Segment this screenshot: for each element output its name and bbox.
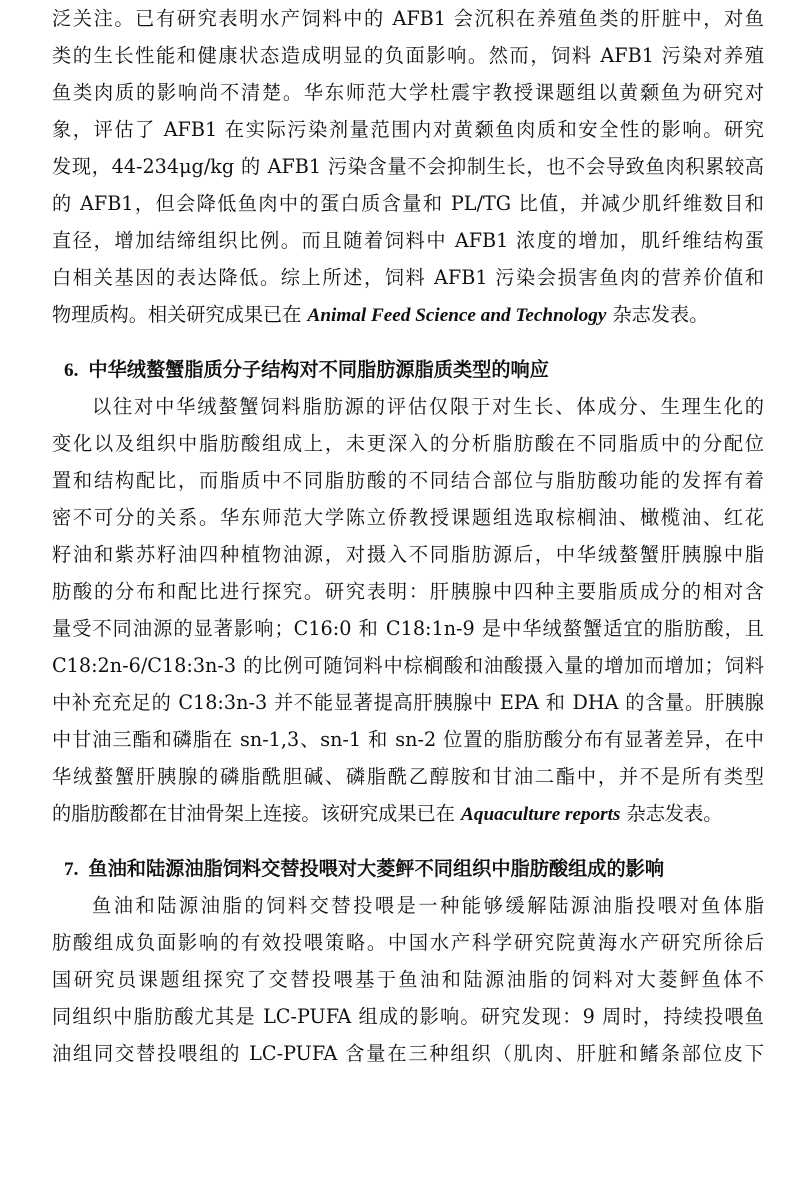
section-number: 7. xyxy=(64,859,79,880)
text-span: 物理质构。相关研究成果已在 xyxy=(52,303,308,326)
text-span: 杂志发表。 xyxy=(606,303,709,326)
paragraph-line: 中甘油三酯和磷脂在 sn-1,3、sn-1 和 sn-2 位置的脂肪酸分布有显著差异，在中 xyxy=(52,728,764,751)
section-title: 鱼油和陆源油脂饲料交替投喂对大菱鲆不同组织中脂肪酸组成的影响 xyxy=(88,857,665,880)
section-gap xyxy=(52,333,764,351)
paragraph-line: 鱼类肉质的影响尚不清楚。华东师范大学杜震宇教授课题组以黄颡鱼为研究对 xyxy=(52,81,764,104)
paragraph-line: 变化以及组织中脂肪酸组成上，未更深入的分析脂肪酸在不同脂质中的分配位 xyxy=(52,432,764,455)
paragraph-line: 的 AFB1，但会降低鱼肉中的蛋白质含量和 PL/TG 比值，并减少肌纤维数目和 xyxy=(52,192,764,215)
paragraph-line: C18:2n-6/C18:3n-3 的比例可随饲料中棕榈酸和油酸摄入量的增加而增加；饲料 xyxy=(52,654,764,677)
section-6-heading xyxy=(52,351,764,388)
paragraph-line: 国研究员课题组探究了交替投喂基于鱼油和陆源油脂的饲料对大菱鲆鱼体不 xyxy=(52,968,764,991)
paragraph-line: 鱼油和陆源油脂的饲料交替投喂是一种能够缓解陆源油脂投喂对鱼体脂 xyxy=(92,894,764,917)
journal-name: Aquaculture reports xyxy=(461,804,621,825)
paragraph-line: 华绒螯蟹肝胰腺的磷脂酰胆碱、磷脂酰乙醇胺和甘油二酯中，并不是所有类型 xyxy=(52,765,764,788)
paragraph-line xyxy=(52,296,764,333)
section-6-body xyxy=(52,388,764,832)
paragraph-line: 泛关注。已有研究表明水产饲料中的 AFB1 会沉积在养殖鱼类的肝脏中，对鱼 xyxy=(52,7,764,30)
section-7-body xyxy=(52,887,764,1072)
paragraph-line: 以往对中华绒螯蟹饲料脂肪源的评估仅限于对生长、体成分、生理生化的 xyxy=(92,395,764,418)
paragraph-line: 籽油和紫苏籽油四种植物油源，对摄入不同脂肪源后，中华绒螯蟹肝胰腺中脂 xyxy=(52,543,764,566)
paragraph-line: 肪酸的分布和配比进行探究。研究表明：肝胰腺中四种主要脂质成分的相对含 xyxy=(52,580,764,603)
paragraph-line xyxy=(52,795,764,832)
text-span: 杂志发表。 xyxy=(620,802,723,825)
section-number: 6. xyxy=(64,360,79,381)
section-title: 中华绒螯蟹脂质分子结构对不同脂肪源脂质类型的响应 xyxy=(88,358,549,381)
paragraph-line: 同组织中脂肪酸尤其是 LC-PUFA 组成的影响。研究发现：9 周时，持续投喂鱼 xyxy=(52,1005,764,1028)
paragraph-line: 类的生长性能和健康状态造成明显的负面影响。然而，饲料 AFB1 污染对养殖 xyxy=(52,44,764,67)
paragraph-line: 白相关基因的表达降低。综上所述，饲料 AFB1 污染会损害鱼肉的营养价值和 xyxy=(52,266,764,289)
journal-name: Animal Feed Science and Technology xyxy=(307,305,607,326)
section-5-body xyxy=(52,0,764,333)
paragraph-line: 肪酸组成负面影响的有效投喂策略。中国水产科学研究院黄海水产研究所徐后 xyxy=(52,931,764,954)
paragraph-line: 发现，44-234μg/kg 的 AFB1 污染含量不会抑制生长，也不会导致鱼肉积累较高 xyxy=(52,155,764,178)
paragraph-line: 量受不同油源的显著影响；C16:0 和 C18:1n-9 是中华绒螯蟹适宜的脂肪酸，且 xyxy=(52,617,764,640)
text-span: 的脂肪酸都在甘油骨架上连接。该研究成果已在 xyxy=(52,802,462,825)
section-7-heading xyxy=(52,850,764,887)
paragraph-line: 中补充充足的 C18:3n-3 并不能显著提高肝胰腺中 EPA 和 DHA 的含量。肝胰腺 xyxy=(52,691,764,714)
paragraph-line: 密不可分的关系。华东师范大学陈立侨教授课题组选取棕榈油、橄榄油、红花 xyxy=(52,506,764,529)
paragraph-line: 油组同交替投喂组的 LC-PUFA 含量在三种组织（肌肉、肝脏和鳍条部位皮下 xyxy=(52,1042,764,1065)
document-page xyxy=(52,0,764,1072)
paragraph-line: 直径，增加结缔组织比例。而且随着饲料中 AFB1 浓度的增加，肌纤维结构蛋 xyxy=(52,229,764,252)
section-gap xyxy=(52,832,764,850)
paragraph-line: 象，评估了 AFB1 在实际污染剂量范围内对黄颡鱼肉质和安全性的影响。研究 xyxy=(52,118,764,141)
paragraph-line: 置和结构配比，而脂质中不同脂肪酸的不同结合部位与脂肪酸功能的发挥有着 xyxy=(52,469,764,492)
